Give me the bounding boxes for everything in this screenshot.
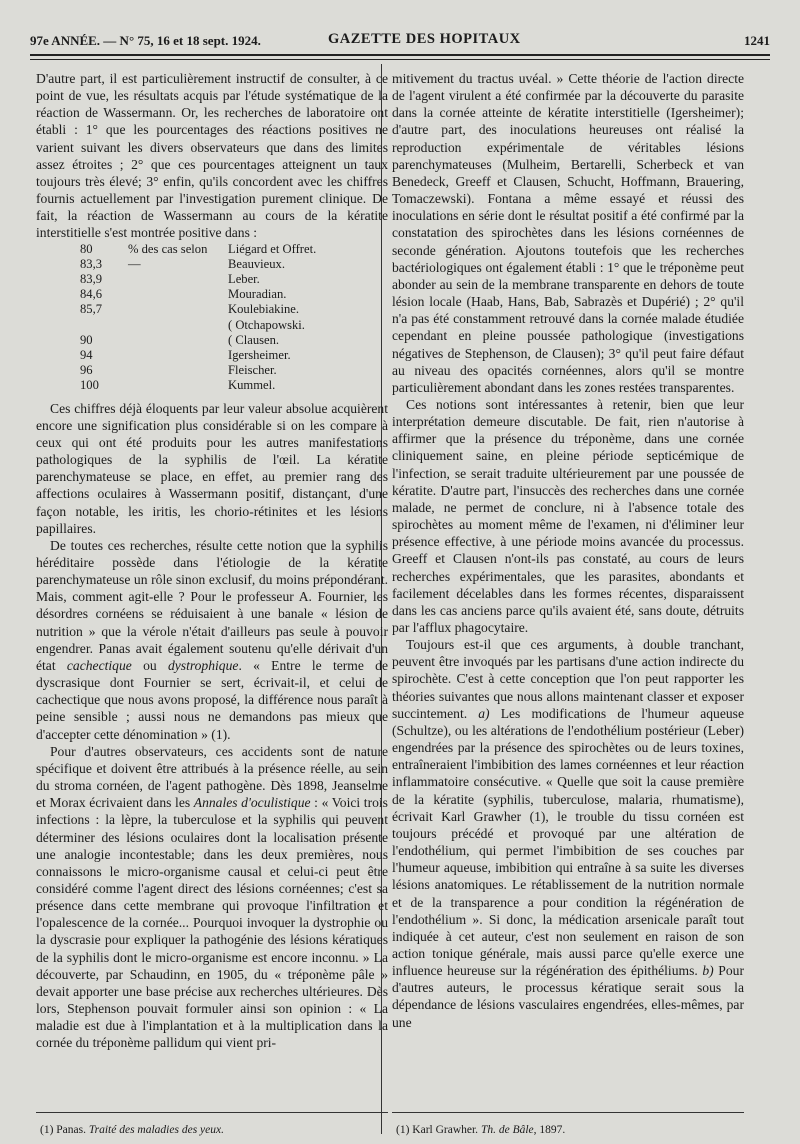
table-cell-pct: 90 bbox=[80, 332, 93, 347]
table-row bbox=[80, 318, 320, 333]
table-cell-pct: 80 bbox=[80, 241, 93, 256]
table-row bbox=[80, 287, 320, 302]
paragraph: D'autre part, il est particulièrement instructif de consulter, à ce point de vue, les résultats acquis par l'étude systématique de la réaction de Wassermann. Or, les recherches de laboratoire ont établi : 1° que les pourcentages des réactions positives ne varient suivant les divers observateurs que dans des limites assez étroites ; 2° que ces pourcentages atteignent un taux toujours très élevé; 3° enfin, qu'ils concordent avec les chiffres fournis actuellement par l'investigation purement clinique. De fait, la réaction de Wassermann au cours de la kératite interstitielle s'est montrée positive dans : bbox=[36, 71, 388, 241]
paragraph: Pour d'autres observateurs, ces accidents sont de nature spécifique et doivent être attribués à la présence réelle, au sein du stroma cornéen, de l'agent pathogène. Dès 1898, Jeanselme et Morax écrivaient dans les Annales d'oculistique : « Voici trois infections : la lèpre, la tuberculose et la syphilis qui peuvent déterminer des lésions oculaires dont la localisation présente une analogie incontestable; dans les deux premières, nous connaissons le micro-organisme causal et celui-ci peut être considéré comme l'agent direct des lésions cornéennes; c'est sa présence dans cette membrane qui provoque l'infiltration et l'opalescence de la cornée... Pourquoi invoquer la dystrophie ou la dyscrasie pour expliquer la pathogénie des lésions kératiques de la syphilis dont le micro-organisme est encore inconnu. » La découverte, par Schaudinn, en 1905, du « tréponème pâle » devait apporter une base précise aux recherches ultérieures. Dès lors, Stephenson pouvait formuler ainsi son opinion : « La maladie est due à l'implantation et à la multiplication dans la cornée du tréponème pallidum qui vient pri- bbox=[36, 743, 388, 1051]
paragraph: De toutes ces recherches, résulte cette notion que la syphilis héréditaire possède dans l'étiologie de la kératite parenchymateuse un rôle sinon exclusif, du moins prépondérant. Mais, comment agit-elle ? Pour le professeur A. Fournier, les désordres cornéens se réduisaient à une banale « lésion de nutrition » que la vérole n'était d'ailleurs pas seule à pouvoir engendrer. Panas avait également soutenu qu'elle dérivait d'un état cachectique ou dystrophique. « Entre le terme de dyscrasique dont Fournier se sert, écrivait-il, et celui de cachectique que nous avons proposé, la différence nous paraît à peine sensible ; aussi nous ne demandons pas mieux que d'accepter cette dénomination » (1). bbox=[36, 537, 388, 742]
table-cell-mid: % des cas selon bbox=[128, 241, 208, 256]
table-cell-pct bbox=[80, 318, 128, 333]
table-row bbox=[80, 272, 320, 287]
table-cell-mid bbox=[128, 302, 228, 317]
table-cell-mid bbox=[128, 287, 228, 302]
table-cell-pct: 84,6 bbox=[80, 287, 103, 302]
header-rule-thin bbox=[30, 59, 770, 60]
table-cell-authors: Mouradian. bbox=[228, 287, 287, 302]
table-cell-pct: 83,9 bbox=[80, 271, 103, 286]
page-number: 1241 bbox=[744, 33, 770, 48]
table-row bbox=[80, 302, 320, 317]
table-cell-mid bbox=[128, 333, 228, 348]
table-cell-mid bbox=[128, 363, 228, 378]
wassermann-results-table bbox=[80, 242, 320, 394]
table-row bbox=[80, 257, 320, 272]
table-cell-authors: Igersheimer. bbox=[228, 347, 291, 362]
table-cell-authors: ( Clausen. bbox=[228, 332, 280, 347]
table-cell-pct: 100 bbox=[80, 378, 99, 393]
footnote-left: (1) Panas. Traité des maladies des yeux. bbox=[40, 1124, 224, 1136]
paragraph: mitivement du tractus uvéal. » Cette théorie de l'action directe de l'agent virulent a été confirmée par la découverte du parasite dans la cornée atteinte de kératite interstitielle (Igersheimer); d'autre part, des inoculations heureuses ont réalisé la reproduction expérimentale de véritables lésions parenchymateuses (Mulheim, Bertarelli, Scherbeck et van Benedeck, Greeff et Clausen, Schucht, Hoffmann, Brauering, Tomaczewski). Fontana a même essayé et réussi des inoculations en série dont le résultat positif a été confirmé par la constatation des spirochètes dans les lésions cornéennes de seconde génération. Ajoutons toutefois que les recherches bactériologiques ont également établi : 1° que le tréponème peut abonder au sein de la membrane transparente en dehors de toute lésion locale (Haab, Hans, Bab, Sabrazès et Dupérié) ; 2° qu'il n'a pas été constamment retrouvé dans la cornée malade étudiée cependant en pleine poussée pathologique (investigations négatives de Stephenson, de Clausen); 3° qu'il peut faire défaut au niveau des opacités cornéennes, alors qu'il se montre particulièrement abondant dans les zones restées transparentes. bbox=[392, 71, 744, 395]
table-cell-pct: 94 bbox=[80, 347, 93, 362]
table-cell-authors: Koulebiakine. bbox=[228, 302, 299, 317]
table-cell-pct: 85,7 bbox=[80, 302, 103, 317]
table-cell-authors: Liégard et Offret. bbox=[228, 241, 317, 256]
left-column bbox=[36, 70, 388, 1052]
issue-info: 97e ANNÉE. — N° 75, 16 et 18 sept. 1924. bbox=[30, 33, 261, 48]
right-column bbox=[392, 70, 744, 1031]
paragraph: Toujours est-il que ces arguments, à double tranchant, peuvent être invoqués par les partisans d'une action indirecte du spirochète. C'est à cette conception que l'on peut rapporter les théories suivantes que nous allons maintenant classer et exposer succintement. a) Les modifications de l'humeur aqueuse (Schultze), ou les altérations de l'endothélium postérieur (Leber) engendrées par la présence des spirochètes ou de leurs toxines, entraîneraient l'imbibition des lames cornéennes et leur réaction inflammatoire consécutive. « Quelle que soit la cause première de la kératite (syphilis, tuberculose, malaria, rhumatisme), écrivait Karl Grawher (1), le trouble du tissu cornéen est toujours précédé et provoqué par une altération de l'endothélium, qui permet l'imbibition de ses couches par l'humeur aqueuse, imbibition qui entraîne à sa suite les diverses lésions anatomiques. Le rétablissement de la nutrition normale et de la transparence a pour condition la régénération de l'endothélium ». Si donc, la médication arsenicale paraît tout indiquée à cet auteur, c'est non seulement en raison de son action tonique générale, mais aussi parce qu'elle exerce une influence heureuse sur la régénération des épithéliums. b) Pour d'autres auteurs, le processus kératique serait sous la dépendance de lésions vasculaires engendrées, elles-mêmes, par une bbox=[392, 637, 744, 1030]
table-row bbox=[80, 348, 320, 363]
paragraph: Ces notions sont intéressantes à retenir, bien que leur interprétation demeure discutable. De fait, rien n'autorise à affirmer que la présence du tréponème, dans une cornée cliniquement saine, en pleine période septicémique de l'infection, se serait traduite ultérieurement par une poussée de kératite. D'autre part, l'insuccès des recherches dans une cornée malade, ne permet de conclure, ni à l'absence totale des spirochètes au moment même de l'examen, ni d'éliminer leur présence effective, à une période moins avancée du processus. Greeff et Clausen n'ont-ils pas constaté, au cours de leurs recherches expérimentales, que les parasites, abondants et facilement décelables dans les formes récentes, disparaissent dans les cas anciens parce qu'ils avaient été, sans doute, détruits par l'afflux phagocytaire. bbox=[392, 396, 744, 635]
table-cell-mid bbox=[128, 318, 228, 333]
table-cell-authors: ( Otchapowski. bbox=[228, 317, 305, 332]
table-cell-mid bbox=[128, 272, 228, 287]
paragraph: Ces chiffres déjà éloquents par leur valeur absolue acquièrent encore une signification plus considérable si on les compare à ceux qui ont été produits pour les autres manifestations pathologiques de la syphilis de l'œil. La kératite parenchymateuse se place, en effet, au premier rang des affections oculaires à Wassermann positif, distançant, d'une façon notable, les iritis, les chorio-rétinites et les lésions papillaires. bbox=[36, 400, 388, 536]
table-cell-pct: 96 bbox=[80, 363, 93, 378]
footnote-rule-left bbox=[36, 1112, 388, 1113]
table-cell-mid bbox=[128, 348, 228, 363]
table-cell-authors: Fleischer. bbox=[228, 363, 277, 378]
table-cell-pct: 83,3 bbox=[80, 256, 103, 271]
table-cell-authors: Leber. bbox=[228, 271, 260, 286]
table-row bbox=[80, 378, 320, 393]
journal-title: GAZETTE DES HOPITAUX bbox=[328, 31, 521, 47]
table-row bbox=[80, 242, 320, 257]
running-header bbox=[30, 30, 770, 52]
table-cell-mid bbox=[128, 378, 228, 393]
table-row bbox=[80, 363, 320, 378]
table-cell-authors: Beauvieux. bbox=[228, 256, 286, 271]
header-rule-thick bbox=[30, 54, 770, 56]
table-cell-authors: Kummel. bbox=[228, 378, 276, 393]
footnote-rule-right bbox=[392, 1112, 744, 1113]
footnote-right: (1) Karl Grawher. Th. de Bâle, 1897. bbox=[396, 1124, 566, 1136]
table-row bbox=[80, 333, 320, 348]
table-cell-mid: — bbox=[128, 256, 141, 271]
